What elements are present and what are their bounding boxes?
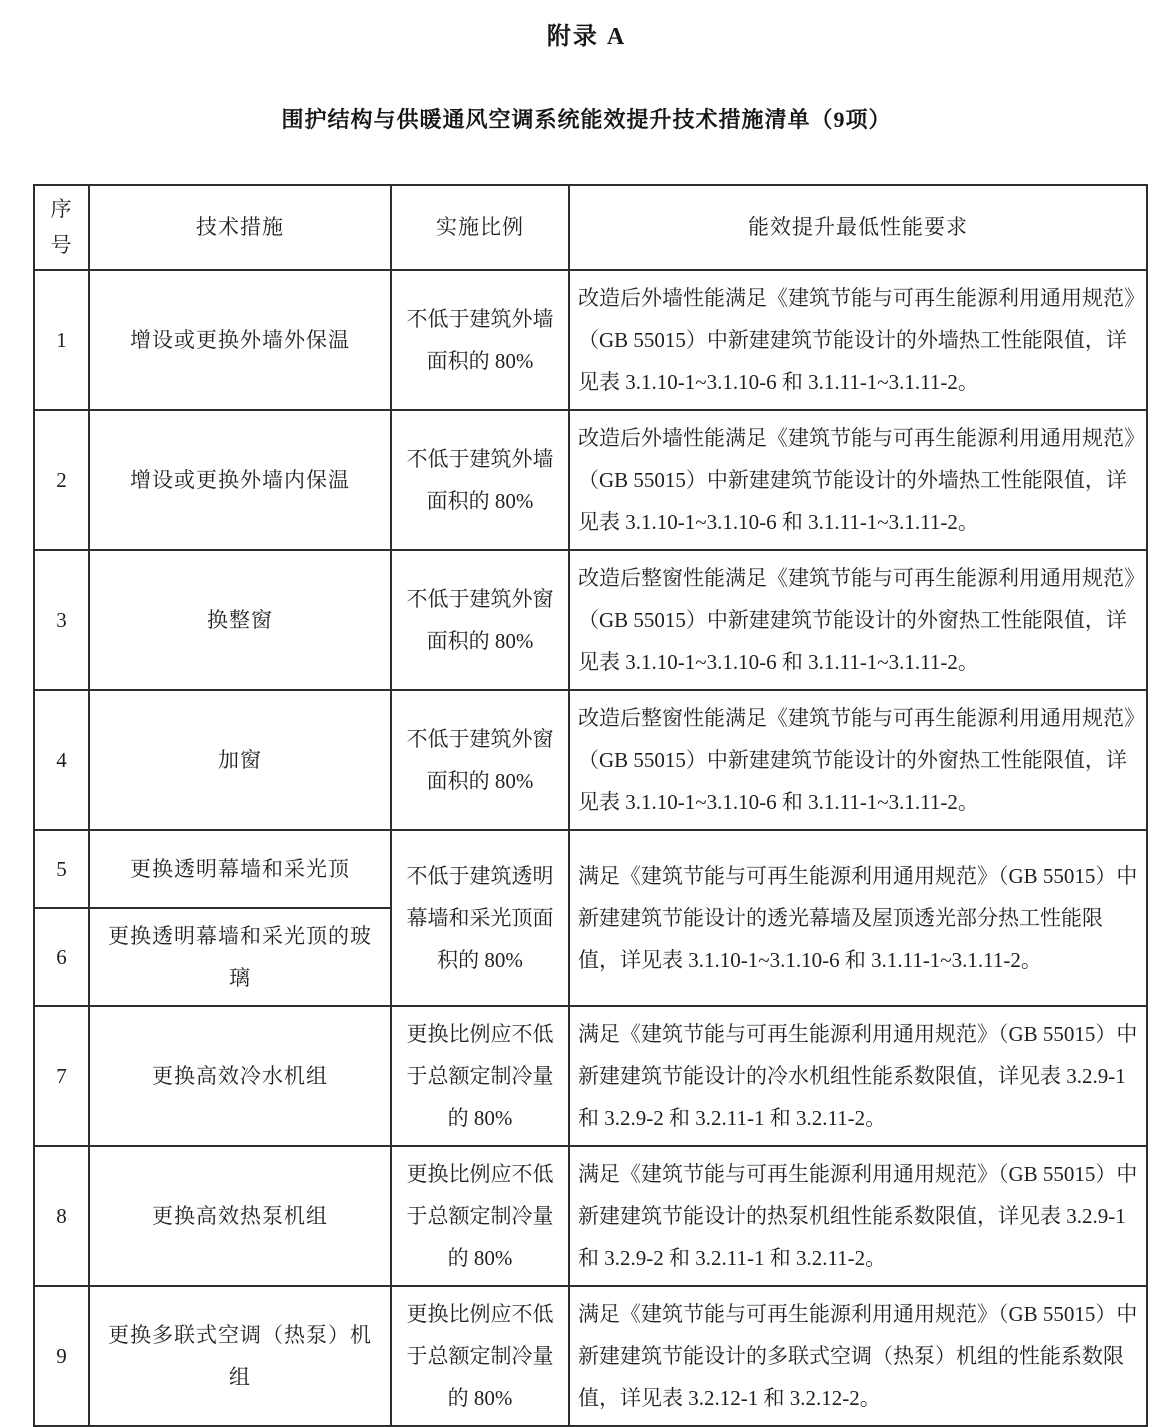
cell-ratio: 更换比例应不低于总额定制冷量的 80% xyxy=(391,1146,569,1286)
cell-no: 4 xyxy=(34,690,89,830)
table-row xyxy=(34,410,1147,550)
cell-measure: 更换透明幕墙和采光顶 xyxy=(89,830,391,908)
header-no xyxy=(34,185,89,270)
cell-requirement: 改造后外墙性能满足《建筑节能与可再生能源利用通用规范》（GB 55015）中新建建筑节能设计的外墙热工性能限值，详见表 3.1.10-1~3.1.10-6 和 3.1.11-1~3.1.11-2。 xyxy=(569,410,1147,550)
cell-ratio-merged: 不低于建筑透明幕墙和采光顶面积的 80% xyxy=(391,830,569,1006)
cell-no: 5 xyxy=(34,830,89,908)
cell-ratio: 更换比例应不低于总额定制冷量的 80% xyxy=(391,1286,569,1426)
header-measure: 技术措施 xyxy=(89,185,391,270)
table-row xyxy=(34,690,1147,830)
table-row xyxy=(34,1006,1147,1146)
header-ratio: 实施比例 xyxy=(391,185,569,270)
cell-no: 6 xyxy=(34,908,89,1006)
cell-measure: 更换高效热泵机组 xyxy=(89,1146,391,1286)
cell-ratio: 不低于建筑外窗面积的 80% xyxy=(391,690,569,830)
cell-measure: 更换高效冷水机组 xyxy=(89,1006,391,1146)
cell-requirement: 改造后整窗性能满足《建筑节能与可再生能源利用通用规范》（GB 55015）中新建建筑节能设计的外窗热工性能限值，详见表 3.1.10-1~3.1.10-6 和 3.1.11-1~3.1.11-2。 xyxy=(569,550,1147,690)
cell-requirement-merged: 满足《建筑节能与可再生能源利用通用规范》（GB 55015）中新建建筑节能设计的透光幕墙及屋顶透光部分热工性能限值，详见表 3.1.10-1~3.1.10-6 和 3.1.11-1~3.1.11-2。 xyxy=(569,830,1147,1006)
table-row xyxy=(34,270,1147,410)
cell-measure: 更换多联式空调（热泵）机组 xyxy=(89,1286,391,1426)
cell-ratio: 不低于建筑外墙面积的 80% xyxy=(391,270,569,410)
table-row xyxy=(34,550,1147,690)
header-no-label: 序号 xyxy=(50,197,73,257)
measures-table xyxy=(33,184,1148,1427)
table-row xyxy=(34,830,1147,908)
header-requirement: 能效提升最低性能要求 xyxy=(569,185,1147,270)
cell-measure: 增设或更换外墙内保温 xyxy=(89,410,391,550)
cell-ratio: 更换比例应不低于总额定制冷量的 80% xyxy=(391,1006,569,1146)
cell-measure: 换整窗 xyxy=(89,550,391,690)
cell-ratio: 不低于建筑外窗面积的 80% xyxy=(391,550,569,690)
table-row xyxy=(34,1286,1147,1426)
table-header-row xyxy=(34,185,1147,270)
table-caption: 围护结构与供暖通风空调系统能效提升技术措施清单（9项） xyxy=(281,107,892,132)
cell-requirement: 改造后整窗性能满足《建筑节能与可再生能源利用通用规范》（GB 55015）中新建建筑节能设计的外窗热工性能限值，详见表 3.1.10-1~3.1.10-6 和 3.1.11-1~3.1.11-2。 xyxy=(569,690,1147,830)
cell-no: 7 xyxy=(34,1006,89,1146)
cell-ratio: 不低于建筑外墙面积的 80% xyxy=(391,410,569,550)
cell-requirement: 满足《建筑节能与可再生能源利用通用规范》（GB 55015）中新建建筑节能设计的热泵机组性能系数限值，详见表 3.2.9-1 和 3.2.9-2 和 3.2.11-1 和 3.2.11-2。 xyxy=(569,1146,1147,1286)
table-row xyxy=(34,1146,1147,1286)
cell-measure: 更换透明幕墙和采光顶的玻璃 xyxy=(89,908,391,1006)
cell-no: 1 xyxy=(34,270,89,410)
cell-no: 3 xyxy=(34,550,89,690)
cell-requirement: 改造后外墙性能满足《建筑节能与可再生能源利用通用规范》（GB 55015）中新建建筑节能设计的外墙热工性能限值，详见表 3.1.10-1~3.1.10-6 和 3.1.11-1~3.1.11-2。 xyxy=(569,270,1147,410)
cell-no: 9 xyxy=(34,1286,89,1426)
cell-requirement: 满足《建筑节能与可再生能源利用通用规范》（GB 55015）中新建建筑节能设计的冷水机组性能系数限值，详见表 3.2.9-1 和 3.2.9-2 和 3.2.11-1 和 3.2.11-2。 xyxy=(569,1006,1147,1146)
cell-measure: 加窗 xyxy=(89,690,391,830)
cell-measure: 增设或更换外墙外保温 xyxy=(89,270,391,410)
appendix-title: 附录 A xyxy=(546,24,627,50)
cell-requirement: 满足《建筑节能与可再生能源利用通用规范》（GB 55015）中新建建筑节能设计的多联式空调（热泵）机组的性能系数限值，详见表 3.2.12-1 和 3.2.12-2。 xyxy=(569,1286,1147,1426)
cell-no: 8 xyxy=(34,1146,89,1286)
cell-no: 2 xyxy=(34,410,89,550)
